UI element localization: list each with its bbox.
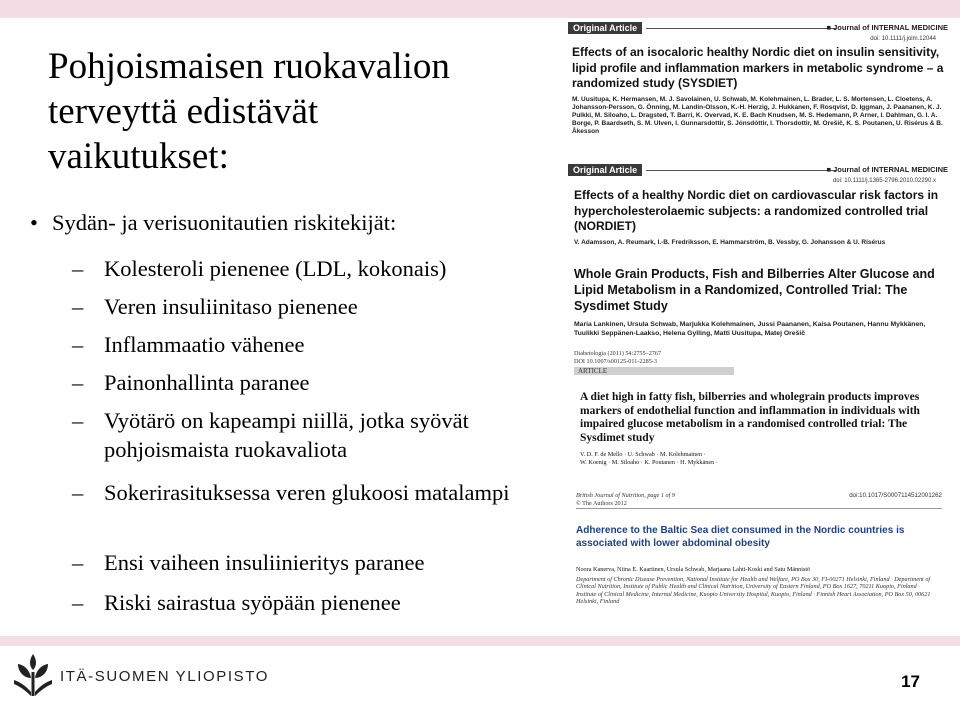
page-number: 17 [901,672,920,691]
article-affiliations: Department of Chronic Disease Prevention, National Institute for Health and Welfare, PO Box 30, FI-00271 Helsinki, Finland · Department of Clinical Nutrition, Institute of Public Health and Clinical Nutrition, University of Eastern Finland, PO Box 1627, 70211 Kuopio, Finland · Institute of Clinical Medicine, Internal Medicine, Kuopio University Hospital, Kuopio, Finland · Finnish Heart Association, PO Box 50, 00621 Helsinki, Finland [576,575,931,606]
article-authors: V. Adamsson, A. Reumark, I.-B. Fredriksson, E. Hammarström, B. Vessby, G. Johansson & U. Risérus [574,238,886,246]
sub-item-text: Kolesteroli pienenee (LDL, kokonais) [104,256,447,281]
dash: – [72,550,84,575]
article-title: Adherence to the Baltic Sea diet consumed in the Nordic countries is associated with lower abdominal obesity [576,525,905,549]
article-clippings [562,18,960,636]
title-line-1: Pohjoismaisen ruokavalion [48,46,450,87]
dash: – [72,480,84,505]
journal-citation: Diabetologia (2011) 54:2755–2767 [574,350,662,357]
article-nordiet [562,162,954,270]
dash: – [72,256,84,281]
article-title: A diet high in fatty fish, bilberries and wholegrain products improves markers of endothelial function and inflammation in individuals with impaired glucose metabolism in a randomised controlled trial: The Sysdimet study [580,391,920,444]
article-sysdimet-plos [562,264,954,364]
dash: – [72,332,84,357]
title-line-3: vaikutukset: [48,136,229,177]
header-rule [646,170,836,171]
university-name: ITÄ-SUOMEN YLIOPISTO [60,668,269,685]
article-doi: doi:10.1017/S0007114512001262 [849,492,942,499]
article-doi: doi: 10.1111/j.joim.12044 [870,36,936,42]
article-title: Effects of an isocaloric healthy Nordic diet on insulin sensitivity, lipid profile and inflammation markers in metabolic syndrome – a randomized study (SYSDIET) [572,45,944,90]
article-header [576,492,942,509]
article-authors: M. Uusitupa, K. Hermansen, M. J. Savolainen, U. Schwab, M. Kolehmainen, L. Brader, L. S. Mortensen, L. Cloetens, A. Johansson-Persson, G. Önning, M. Landin-Olsson, K.-H. Herzig, J. Hukkanen, F. Rosqvist, D. Iggman, J. Paananen, K. J. Pulkki, M. Siloaho, L. Dragsted, T. Barri, K. Overvad, K. E. Bach Knudsen, M. S. Hedemann, P. Arner, I. Dahlman, G. I. A. Borge, P. Baardseth, S. M. Ulven, I. Gunnarsdottir, S. Jónsdóttir, I. Thorsdottir, M. Orešič, K. S. Poutanen, U. Risérus & B. Åkesson [572,95,943,135]
article-label: Original Article [568,22,642,34]
bullet-dot: • [30,210,38,235]
article-authors: Maria Lankinen, Ursula Schwab, Marjukka Kolehmainen, Jussi Paananen, Kaisa Poutanen, Hannu Mykkänen, Tuulikki Seppänen-Laakso, Helena Gylling, Matti Uusitupa, Matej Orešič [574,321,926,337]
article-authors: Noora Kanerva, Niina E. Kaartinen, Ursula Schwab, Marjaana Lahti-Koski and Satu Männistö [576,566,811,573]
slide-title [48,44,548,179]
sub-item-text: Painonhallinta paranee [104,370,310,395]
article-title: Effects of a healthy Nordic diet on cardiovascular risk factors in hypercholesterolaemic subjects: a randomized controlled trial (NORDIET) [574,188,939,233]
journal-name: ■ Journal of INTERNAL MEDICINE [826,165,948,174]
bottom-band [0,636,960,646]
article-doi: DOI 10.1007/s00125-011-2285-3 [574,357,657,365]
journal-citation: British Journal of Nutrition, page 1 of 9 [576,492,676,499]
sub-item-text: Ensi vaiheen insuliinieritys paranee [104,550,425,575]
article-label: ARTICLE [574,367,734,375]
article-authors-line-2: W. Koenig · M. Siloaho · K. Poutanen · H. Mykkänen · [580,458,718,466]
title-line-2: terveyttä edistävät [48,91,319,132]
article-header [562,20,954,36]
copyright: © The Authors 2012 [576,500,627,507]
dash: – [72,294,84,319]
sub-item-text: Vyötärö on kapeampi niillä, jotka syövät pohjoismaista ruokavaliota [104,408,469,462]
article-title: Whole Grain Products, Fish and Bilberries Alter Glucose and Lipid Metabolism in a Randomized, Controlled Trial: The Sysdimet Study [574,267,935,313]
article-header [562,162,954,178]
article-sysdiet [562,20,954,160]
sub-item-text: Sokerirasituksessa veren glukoosi matalampi [104,480,510,505]
top-band [0,0,960,18]
article-bjn [562,492,954,636]
header-rule [646,28,836,29]
dash: – [72,590,84,615]
sub-item-text: Veren insuliinitaso pienenee [104,294,358,319]
article-label-row [562,367,954,375]
footer [0,646,960,701]
sub-item-text: Riski sairastua syöpään pienenee [104,590,401,615]
main-bullet-text: Sydän- ja verisuonitautien riskitekijät: [52,210,397,235]
article-diabetologia [562,350,954,506]
article-doi: doi: 10.1111/j.1365-2796.2010.02290.x [832,178,936,184]
article-authors-line-1: V. D. F. de Mello · U. Schwab · M. Kolehmainen · [580,451,706,459]
sub-item-text: Inflammaatio vähenee [104,332,305,357]
journal-name: ■ Journal of INTERNAL MEDICINE [826,23,948,32]
article-label: Original Article [568,164,642,176]
dash: – [72,370,84,395]
dash: – [72,408,84,433]
main-bullet [30,208,396,237]
university-logo-icon [12,650,54,701]
